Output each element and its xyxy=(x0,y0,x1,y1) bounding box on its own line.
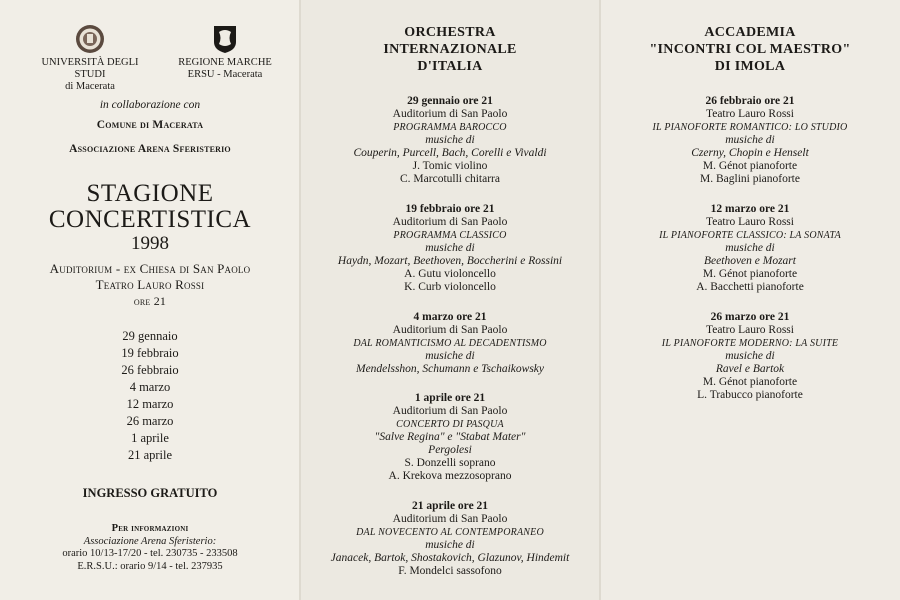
concert-item xyxy=(300,311,600,376)
concert-composers: Mendelsshon, Schumann e Tschaikowsky xyxy=(355,363,545,375)
date-item: 1 aprile xyxy=(131,431,169,445)
orchestra-title xyxy=(300,24,600,75)
date-item: 29 gennaio xyxy=(122,329,178,343)
concert-composers: Pergolesi xyxy=(428,444,472,456)
concert-item xyxy=(600,95,900,186)
title-year: 1998 xyxy=(131,233,169,254)
concert-program: PROGRAMMA CLASSICO xyxy=(393,230,507,241)
title-line2: CONCERTISTICA xyxy=(48,206,252,233)
concert-composers: Czerny, Chopin e Henselt xyxy=(691,147,809,159)
concert-performer: M. Baglini pianoforte xyxy=(700,173,800,185)
concert-venue: Auditorium di San Paolo xyxy=(392,216,508,228)
logo1-line2: di Macerata xyxy=(65,81,115,92)
concert-performer: A. Krekova mezzosoprano xyxy=(388,470,512,482)
right-title-line1: ACCADEMIA xyxy=(704,25,796,40)
concert-program: IL PIANOFORTE ROMANTICO: LO STUDIO xyxy=(652,122,848,133)
concert-program: DAL ROMANTICISMO AL DECADENTISMO xyxy=(353,338,547,349)
concert-item xyxy=(600,311,900,402)
concert-date: 4 marzo ore 21 xyxy=(413,311,487,323)
concert-venue: Teatro Lauro Rossi xyxy=(706,324,794,336)
concert-date: 12 marzo ore 21 xyxy=(710,203,790,215)
mid-title-line1: ORCHESTRA xyxy=(404,25,496,40)
concert-musiche-di: musiche di xyxy=(725,242,775,254)
concert-composers: Couperin, Purcell, Bach, Corelli e Vivaldi xyxy=(353,147,547,159)
logo1-line1: UNIVERSITÀ DEGLI STUDI xyxy=(41,57,139,80)
mid-title-line2: INTERNAZIONALE xyxy=(383,42,517,57)
university-logo xyxy=(30,24,150,93)
concert-program: PROGRAMMA BAROCCO xyxy=(393,122,507,133)
info-line3: E.R.S.U.: orario 9/14 - tel. 237935 xyxy=(77,560,223,572)
regione-logo xyxy=(165,24,285,81)
concert-program: IL PIANOFORTE CLASSICO: LA SONATA xyxy=(659,230,841,241)
title-line1: STAGIONE xyxy=(86,180,214,207)
concert-performer: L. Trabucco pianoforte xyxy=(697,389,803,401)
dates-list xyxy=(0,328,300,464)
right-title-line2: "INCONTRI COL MAESTRO" xyxy=(649,42,851,57)
accademia-title xyxy=(600,24,900,75)
concert-works: "Salve Regina" e "Stabat Mater" xyxy=(374,431,526,443)
info-block xyxy=(0,523,300,573)
concert-item xyxy=(300,95,600,186)
concert-musiche-di: musiche di xyxy=(425,134,475,146)
concert-venue: Auditorium di San Paolo xyxy=(392,405,508,417)
info-line2: orario 10/13-17/20 - tel. 230735 - 233508 xyxy=(62,548,238,559)
fold-line xyxy=(299,0,301,600)
info-line1: Associazione Arena Sferisterio: xyxy=(83,535,217,547)
concert-venue: Auditorium di San Paolo xyxy=(392,324,508,336)
concert-date: 19 febbraio ore 21 xyxy=(405,203,495,215)
ingresso-text: INGRESSO GRATUITO xyxy=(82,486,218,500)
concert-performer: M. Génot pianoforte xyxy=(702,268,798,280)
concert-composers: Janacek, Bartok, Shostakovich, Glazunov, Hindemit xyxy=(330,552,570,564)
university-seal-icon xyxy=(75,24,105,54)
concert-performer: K. Curb violoncello xyxy=(404,281,496,293)
concert-date: 21 aprile ore 21 xyxy=(411,500,489,512)
left-panel xyxy=(0,0,300,600)
logo2-line2: ERSU - Macerata xyxy=(187,69,263,80)
date-item: 19 febbraio xyxy=(121,346,179,360)
concert-date: 26 marzo ore 21 xyxy=(710,311,790,323)
concert-program: IL PIANOFORTE MODERNO: LA SUITE xyxy=(661,338,839,349)
concert-venue: Auditorium di San Paolo xyxy=(392,108,508,120)
collab-text: in collaborazione con xyxy=(99,99,201,111)
concert-performer: M. Génot pianoforte xyxy=(702,160,798,172)
concert-performer: M. Génot pianoforte xyxy=(702,376,798,388)
concert-item xyxy=(300,392,600,483)
logos-row xyxy=(0,24,300,92)
comune-text: Comune di Macerata xyxy=(96,119,204,131)
concert-composers: Haydn, Mozart, Beethoven, Boccherini e Rossini xyxy=(337,255,563,267)
date-item: 26 febbraio xyxy=(121,363,179,377)
concert-venue: Teatro Lauro Rossi xyxy=(706,216,794,228)
concert-musiche-di: musiche di xyxy=(425,242,475,254)
concert-performer: F. Mondelci sassofono xyxy=(398,565,502,577)
regione-emblem-icon xyxy=(210,24,240,54)
concert-musiche-di: musiche di xyxy=(725,134,775,146)
concert-item xyxy=(600,203,900,294)
concert-program: DAL NOVECENTO AL CONTEMPORANEO xyxy=(356,527,544,538)
concert-performer: A. Gutu violoncello xyxy=(404,268,496,280)
middle-panel xyxy=(300,0,600,600)
concert-item xyxy=(300,500,600,578)
associazione-text: Associazione Arena Sferisterio xyxy=(69,143,231,155)
concert-performer: S. Donzelli soprano xyxy=(404,457,496,469)
concert-item xyxy=(300,203,600,294)
concert-musiche-di: musiche di xyxy=(725,350,775,362)
concert-venue: Teatro Lauro Rossi xyxy=(706,108,794,120)
concert-performer: J. Tomic violino xyxy=(412,160,488,172)
season-title xyxy=(0,181,300,255)
concert-composers: Beethoven e Mozart xyxy=(704,255,796,267)
date-item: 26 marzo xyxy=(126,414,174,428)
concert-date: 29 gennaio ore 21 xyxy=(407,95,493,107)
info-title: Per informazioni xyxy=(111,523,189,534)
date-item: 4 marzo xyxy=(129,380,171,394)
right-panel xyxy=(600,0,900,600)
logo2-line1: REGIONE MARCHE xyxy=(178,57,272,68)
venue-block xyxy=(0,261,300,309)
concert-performer: C. Marcotulli chitarra xyxy=(400,173,500,185)
concert-musiche-di: musiche di xyxy=(425,539,475,551)
date-item: 12 marzo xyxy=(126,397,174,411)
mid-title-line3: D'ITALIA xyxy=(417,59,483,74)
concert-program: CONCERTO DI PASQUA xyxy=(396,419,504,430)
venue-line2: Teatro Lauro Rossi xyxy=(95,277,205,292)
concert-date: 26 febbraio ore 21 xyxy=(705,95,795,107)
venue-line1: Auditorium - ex Chiesa di San Paolo xyxy=(49,261,251,276)
venue-line3: ore 21 xyxy=(133,294,167,308)
fold-line xyxy=(599,0,601,600)
concert-musiche-di: musiche di xyxy=(425,350,475,362)
date-item: 21 aprile xyxy=(127,448,173,462)
right-title-line3: DI IMOLA xyxy=(714,59,786,74)
concert-date: 1 aprile ore 21 xyxy=(414,392,486,404)
concert-venue: Auditorium di San Paolo xyxy=(392,513,508,525)
concert-performer: A. Bacchetti pianoforte xyxy=(696,281,804,293)
concert-composers: Ravel e Bartok xyxy=(715,363,785,375)
